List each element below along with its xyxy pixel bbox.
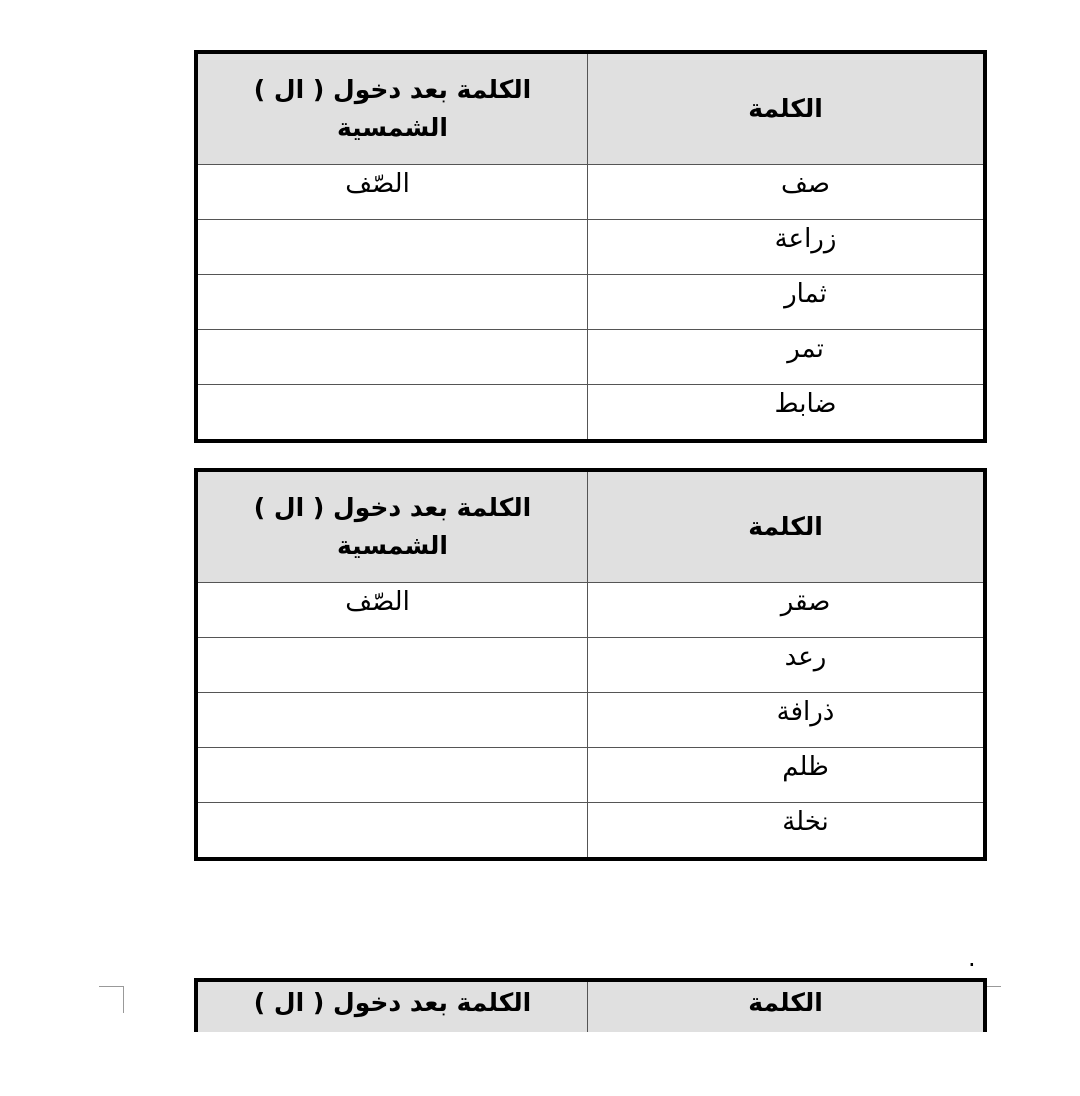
answer-cell[interactable]	[198, 165, 587, 219]
answer-cell[interactable]	[198, 275, 587, 329]
word-cell	[587, 330, 983, 384]
page-corner-mark	[99, 986, 124, 1013]
word-text: زراعة	[774, 224, 837, 254]
word-cell	[587, 803, 983, 857]
word-cell	[587, 385, 983, 439]
header-after-cell	[198, 54, 587, 164]
answer-text: الصّف	[345, 169, 410, 199]
header-word-label: الكلمة	[748, 512, 823, 541]
answer-cell[interactable]	[198, 330, 587, 384]
header-word-label: الكلمة	[748, 94, 823, 123]
sun-letters-table-1	[194, 50, 987, 443]
word-text: ظلم	[782, 752, 829, 782]
word-cell	[587, 748, 983, 802]
answer-cell[interactable]	[198, 803, 587, 857]
answer-cell[interactable]	[198, 693, 587, 747]
answer-cell[interactable]	[198, 220, 587, 274]
word-text: ضابط	[774, 389, 837, 419]
sun-letters-table-2	[194, 468, 987, 861]
word-cell	[587, 165, 983, 219]
header-word-cell	[587, 54, 983, 164]
table-row	[198, 164, 983, 219]
table-header-row	[198, 472, 983, 582]
table-row	[198, 274, 983, 329]
word-text: صقر	[780, 587, 831, 617]
answer-cell[interactable]	[198, 638, 587, 692]
word-text: نخلة	[782, 807, 829, 837]
table-row	[198, 637, 983, 692]
word-cell	[587, 693, 983, 747]
header-word-cell	[587, 982, 983, 1032]
header-after-cell	[198, 982, 587, 1032]
word-text: ذرافة	[776, 697, 835, 727]
table-row	[198, 692, 983, 747]
word-text: تمر	[787, 334, 824, 364]
header-after-label: الكلمة بعد دخول ( ال )	[253, 988, 532, 1017]
stray-period: .	[968, 944, 976, 972]
header-after-label: الكلمة بعد دخول ( ال ) الشمسية	[253, 493, 532, 560]
answer-cell[interactable]	[198, 385, 587, 439]
answer-text: الصّف	[345, 587, 410, 617]
table-row	[198, 582, 983, 637]
header-after-cell	[198, 472, 587, 582]
header-word-cell	[587, 472, 983, 582]
word-text: صف	[781, 169, 830, 199]
word-text: رعد	[784, 642, 827, 672]
table-row	[198, 219, 983, 274]
page-margin-mark	[987, 986, 1001, 987]
word-text: ثمار	[784, 279, 827, 309]
answer-cell[interactable]	[198, 748, 587, 802]
word-cell	[587, 220, 983, 274]
word-cell	[587, 638, 983, 692]
table-row	[198, 329, 983, 384]
table-header-row	[198, 982, 983, 1032]
word-cell	[587, 583, 983, 637]
header-after-label: الكلمة بعد دخول ( ال ) الشمسية	[253, 75, 532, 142]
word-cell	[587, 275, 983, 329]
table-row	[198, 747, 983, 802]
sun-letters-table-3	[194, 978, 987, 1032]
table-header-row	[198, 54, 983, 164]
table-row	[198, 384, 983, 439]
answer-cell[interactable]	[198, 583, 587, 637]
table-row	[198, 802, 983, 857]
header-word-label: الكلمة	[748, 988, 823, 1017]
